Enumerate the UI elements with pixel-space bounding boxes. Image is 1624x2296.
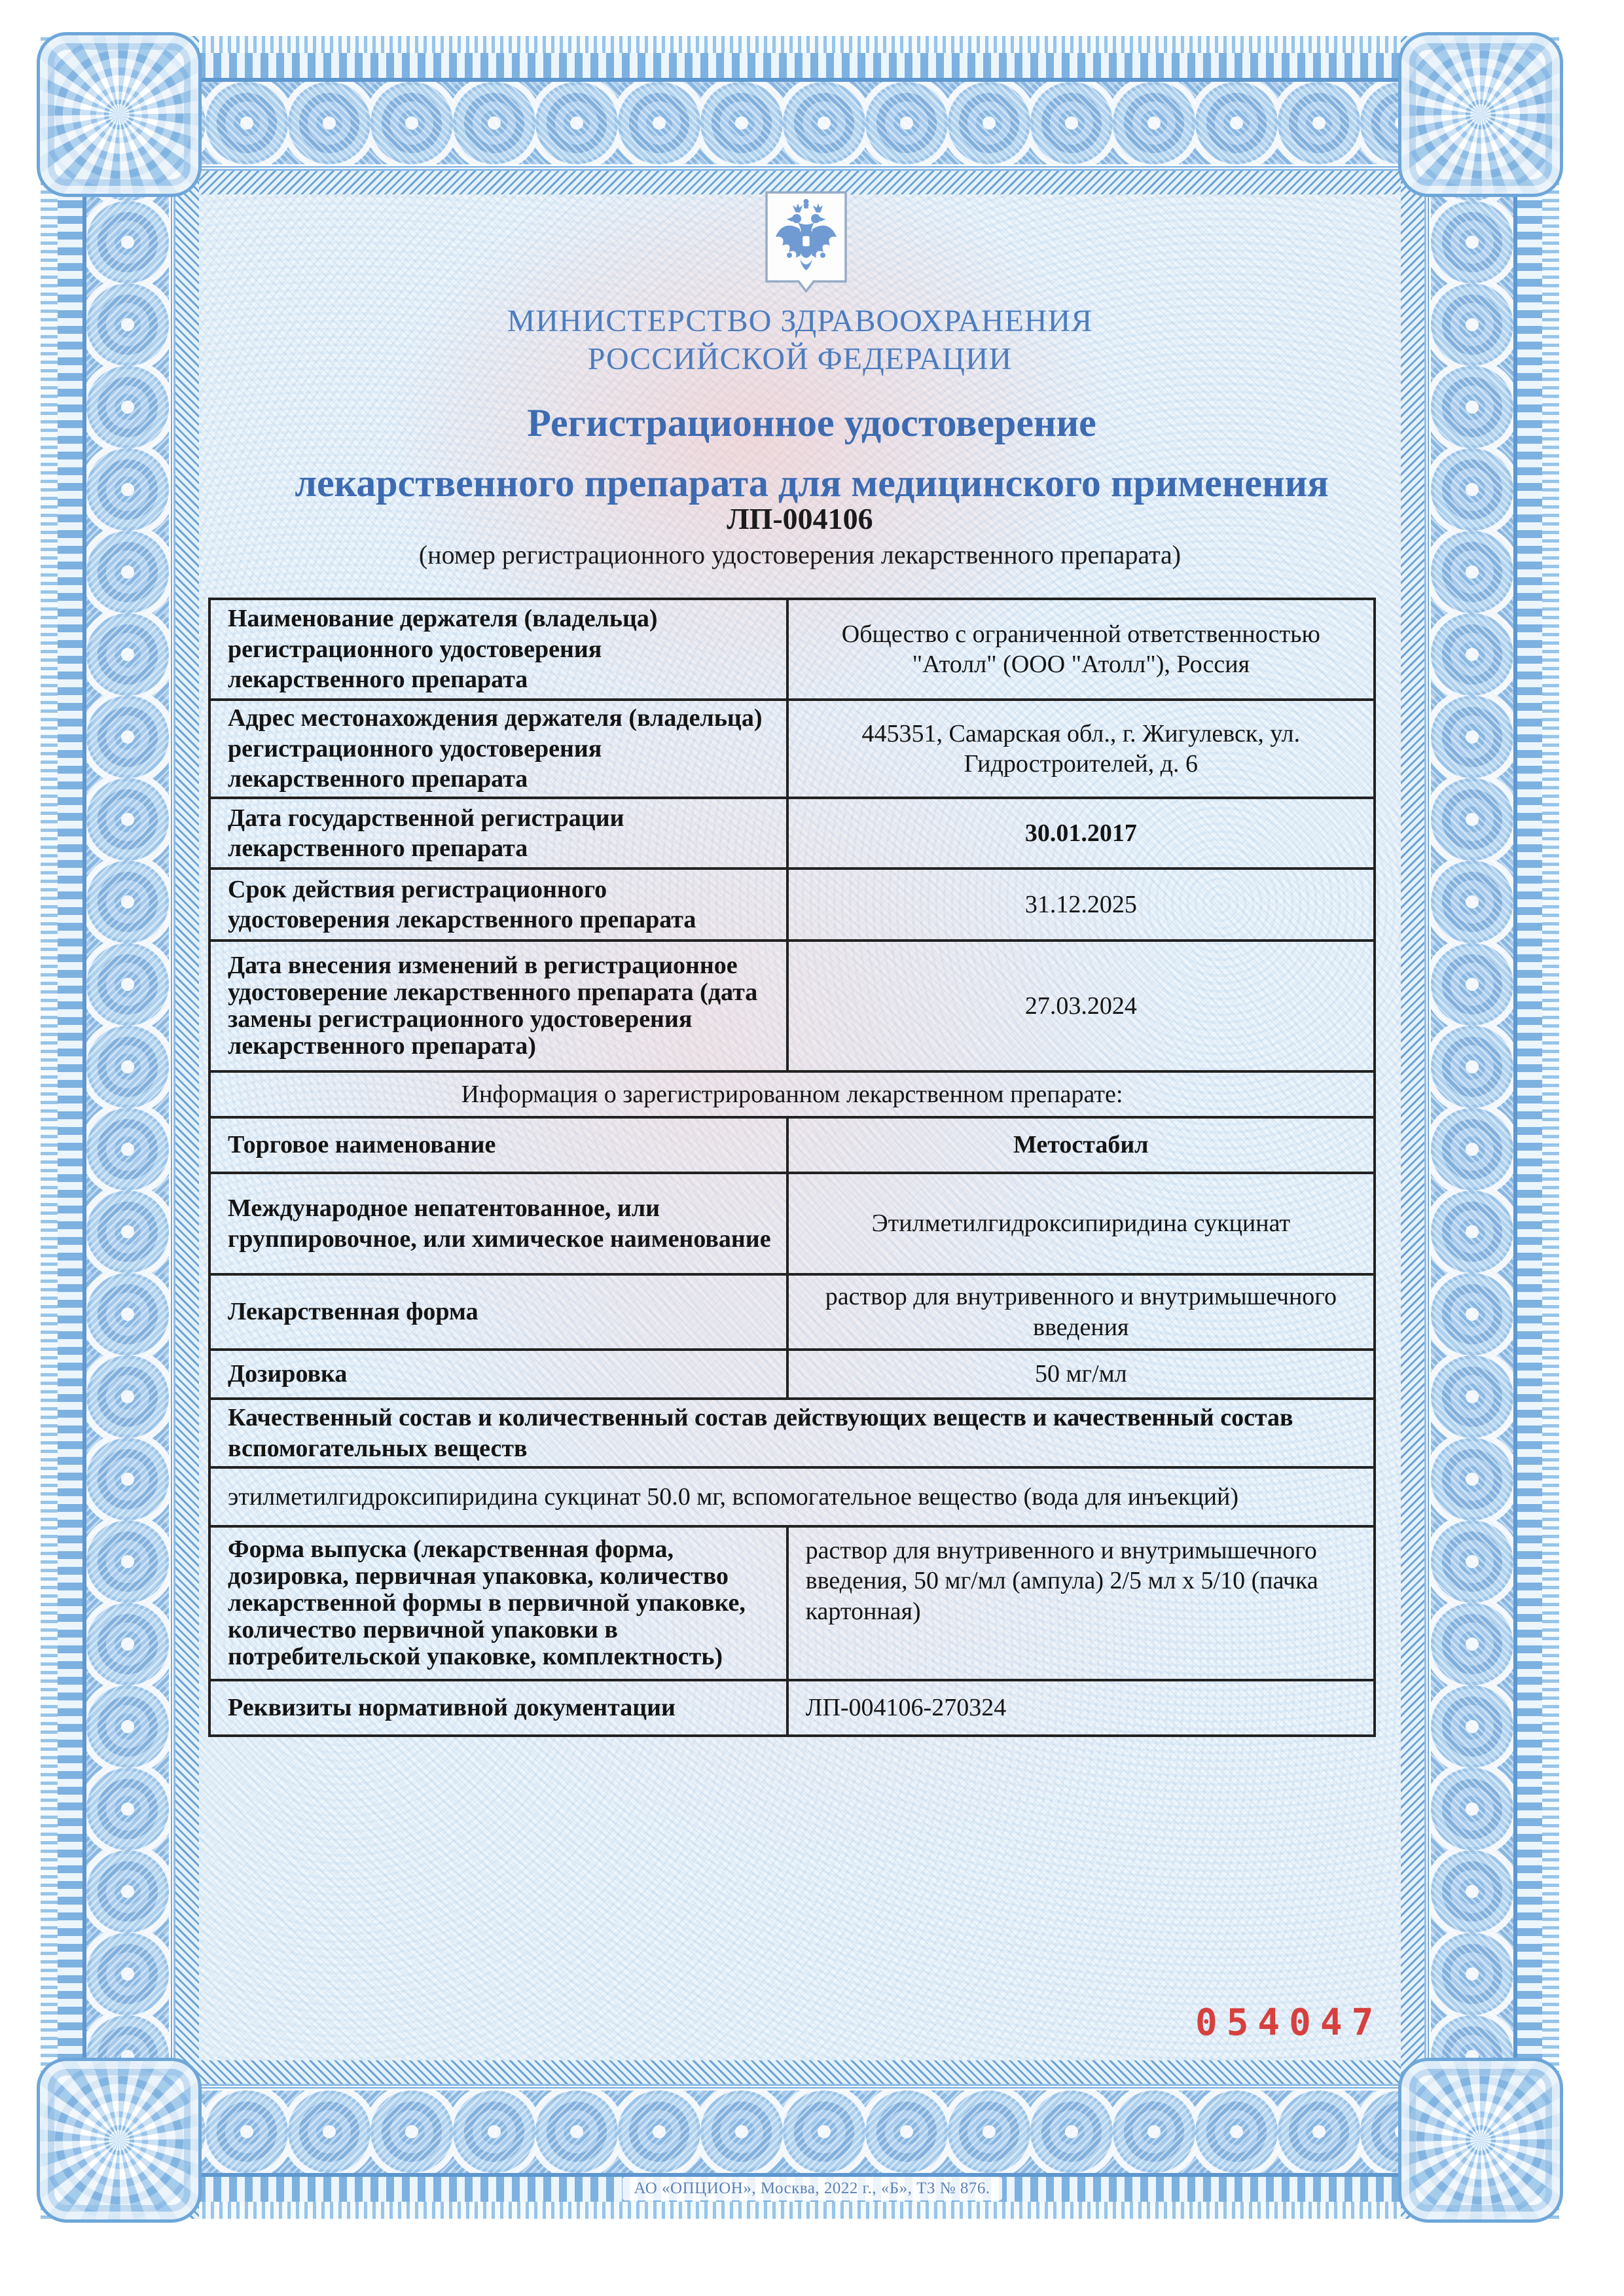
table-row-registration-date: [211, 797, 1373, 867]
row-label: Торговое наименование: [211, 1119, 789, 1172]
row-value: раствор для внутривенного и внутримышечного введения, 50 мг/мл (ампула) 2/5 мл x 5/10 (пачка картонная): [805, 1537, 1318, 1625]
corner-rosette-bottom-left: [37, 2058, 202, 2223]
row-label: Наименование держателя (владельца) регистрационного удостоверения лекарственного препарата: [211, 600, 789, 698]
printer-imprint: АО «ОПЦИОН», Москва, 2022 г., «Б», ТЗ № 876.: [622, 2177, 1001, 2200]
form-serial-number: 054047: [1195, 2001, 1383, 2044]
row-value: 31.12.2025: [1024, 890, 1137, 918]
table-row-dosage-form: [211, 1273, 1373, 1348]
ministry-name-line2: РОССИЙСКОЙ ФЕДЕРАЦИИ: [587, 342, 1013, 376]
registration-number-note: (номер регистрационного удостоверения лекарственного препарата): [418, 540, 1182, 569]
table-row-holder-address: [211, 698, 1373, 797]
table-row-amendment-date: [211, 939, 1373, 1070]
ministry-name-line1: МИНИСТЕРСТВО ЗДРАВООХРАНЕНИЯ: [507, 304, 1093, 338]
table-section-header-row: [211, 1070, 1373, 1116]
row-label: Форма выпуска (лекарственная форма, дозировка, первичная упаковка, количество лекарственной формы в первичной упаковке, количество первичной упаковки в потребительской упаковке, комплектность): [211, 1528, 789, 1679]
corner-rosette-bottom-right: [1398, 2058, 1563, 2223]
table-composition-value-row: [211, 1466, 1373, 1525]
border-left: [41, 36, 199, 2219]
border-top: [41, 36, 1559, 194]
row-label: Дата государственной регистрации лекарственного препарата: [211, 799, 789, 867]
table-row-trade-name: [211, 1116, 1373, 1172]
row-label: Адрес местонахождения держателя (владельца) регистрационного удостоверения лекарственного препарата: [211, 701, 789, 797]
document-title-line1: Регистрационное удостоверение: [527, 401, 1096, 444]
registration-table: [208, 598, 1376, 1737]
corner-rosette-top-right: [1398, 32, 1563, 197]
section-header: Информация о зарегистрированном лекарственном препарате:: [461, 1080, 1123, 1108]
row-value: 27.03.2024: [1024, 992, 1137, 1020]
composition-value: этилметилгидроксипиридина сукцинат 50.0 мг, вспомогательное вещество (вода для инъекций): [228, 1482, 1239, 1511]
russia-coat-of-arms-icon: [763, 190, 849, 295]
composition-header: Качественный состав и количественный состав действующих веществ и качественный состав вспомогательных веществ: [228, 1404, 1293, 1462]
row-value: Общество с ограниченной ответственностью "Атолл" (ООО "Атолл"), Россия: [841, 620, 1320, 678]
row-value: Этилметилгидроксипиридина сукцинат: [871, 1210, 1291, 1238]
row-label: Срок действия регистрационного удостоверения лекарственного препарата: [211, 870, 789, 939]
row-label: Дозировка: [211, 1351, 789, 1397]
table-row-normative-docs: [211, 1679, 1373, 1734]
ministry-name: [199, 302, 1401, 378]
row-label: Реквизиты нормативной документации: [211, 1681, 789, 1734]
row-label: Лекарственная форма: [211, 1276, 789, 1348]
row-value: Метостабил: [1013, 1131, 1149, 1159]
border-right: [1401, 36, 1559, 2219]
row-label: Дата внесения изменений в регистрационное удостоверение лекарственного препарата (дата замены регистрационного удостоверения лекарственного препарата): [211, 942, 789, 1070]
row-value: 50 мг/мл: [1034, 1360, 1127, 1388]
table-row-release-form: [211, 1525, 1373, 1679]
corner-rosette-top-left: [37, 32, 202, 197]
row-label: Международное непатентованное, или группировочное, или химическое наименование: [211, 1174, 789, 1273]
document-title: [164, 393, 1460, 513]
table-row-holder-name: [211, 600, 1373, 698]
registration-number: ЛП-004106: [727, 502, 873, 535]
table-row-validity-date: [211, 867, 1373, 939]
row-value: ЛП-004106-270324: [805, 1694, 1007, 1722]
table-composition-header-row: [211, 1397, 1373, 1466]
table-row-strength: [211, 1348, 1373, 1397]
row-value: 445351, Самарская обл., г. Жигулевск, ул. Гидростроителей, д. 6: [861, 719, 1301, 778]
document-title-line2: лекарственного препарата для медицинского применения: [295, 461, 1329, 505]
row-value: раствор для внутривенного и внутримышечного введения: [825, 1283, 1337, 1341]
table-row-inn-name: [211, 1172, 1373, 1273]
row-value: 30.01.2017: [1024, 819, 1137, 847]
